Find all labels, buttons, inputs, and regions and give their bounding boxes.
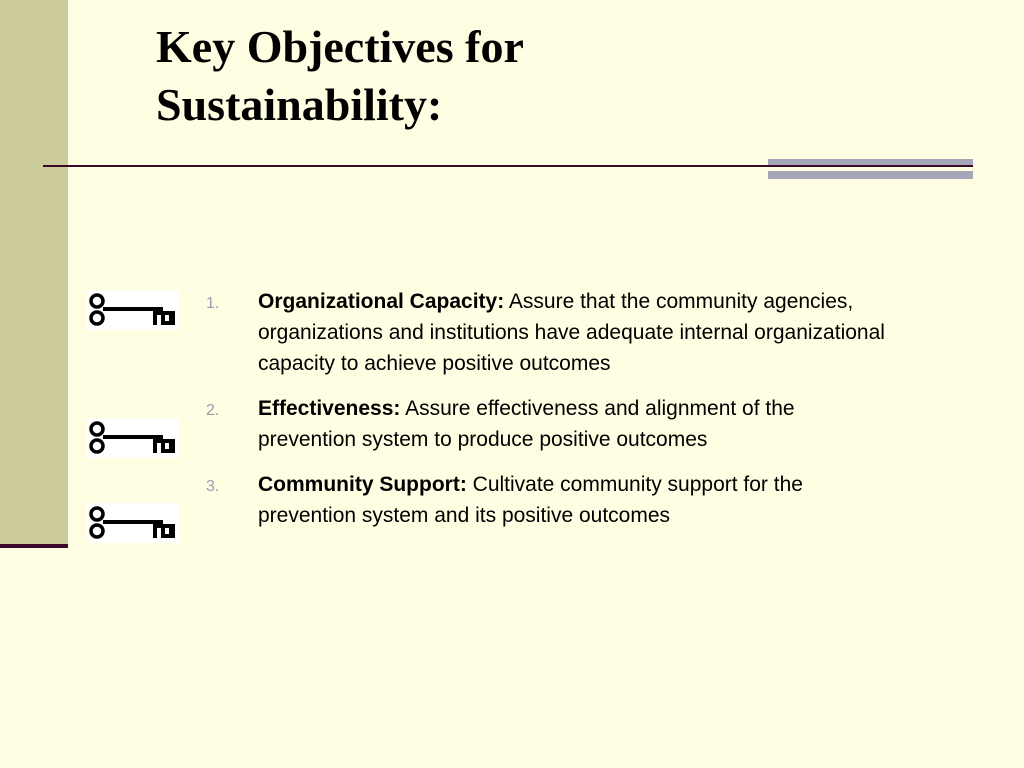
objectives-list <box>206 286 896 545</box>
key-icon <box>87 418 179 458</box>
item-text <box>258 393 896 455</box>
slide-title: Key Objectives for Sustainability: <box>156 21 524 130</box>
item-description: Cultivate community support for the prevention system and its positive outcomes <box>258 473 803 527</box>
item-text <box>258 286 896 379</box>
item-term: Effectiveness: <box>258 397 401 420</box>
side-bar <box>0 0 68 546</box>
key-icon <box>87 290 179 330</box>
item-text <box>258 469 896 531</box>
objective-item <box>206 469 896 531</box>
accent-bar-bottom <box>768 171 973 179</box>
accent-bar-top <box>768 159 973 165</box>
key-icon <box>87 503 179 543</box>
item-description: Assure effectiveness and alignment of the prevention system to produce positive outcomes <box>258 397 795 451</box>
item-number: 2. <box>206 402 220 419</box>
objective-item <box>206 286 896 379</box>
item-description: Assure that the community agencies, organizations and institutions have adequate internal organizational capacity to achieve positive outcomes <box>258 290 885 375</box>
item-term: Community Support: <box>258 473 467 496</box>
objective-item <box>206 393 896 455</box>
item-number: 3. <box>206 478 220 495</box>
item-number: 1. <box>206 295 220 312</box>
item-term: Organizational Capacity: <box>258 290 505 313</box>
title-rule <box>43 165 973 167</box>
side-bar-rule <box>0 544 68 548</box>
